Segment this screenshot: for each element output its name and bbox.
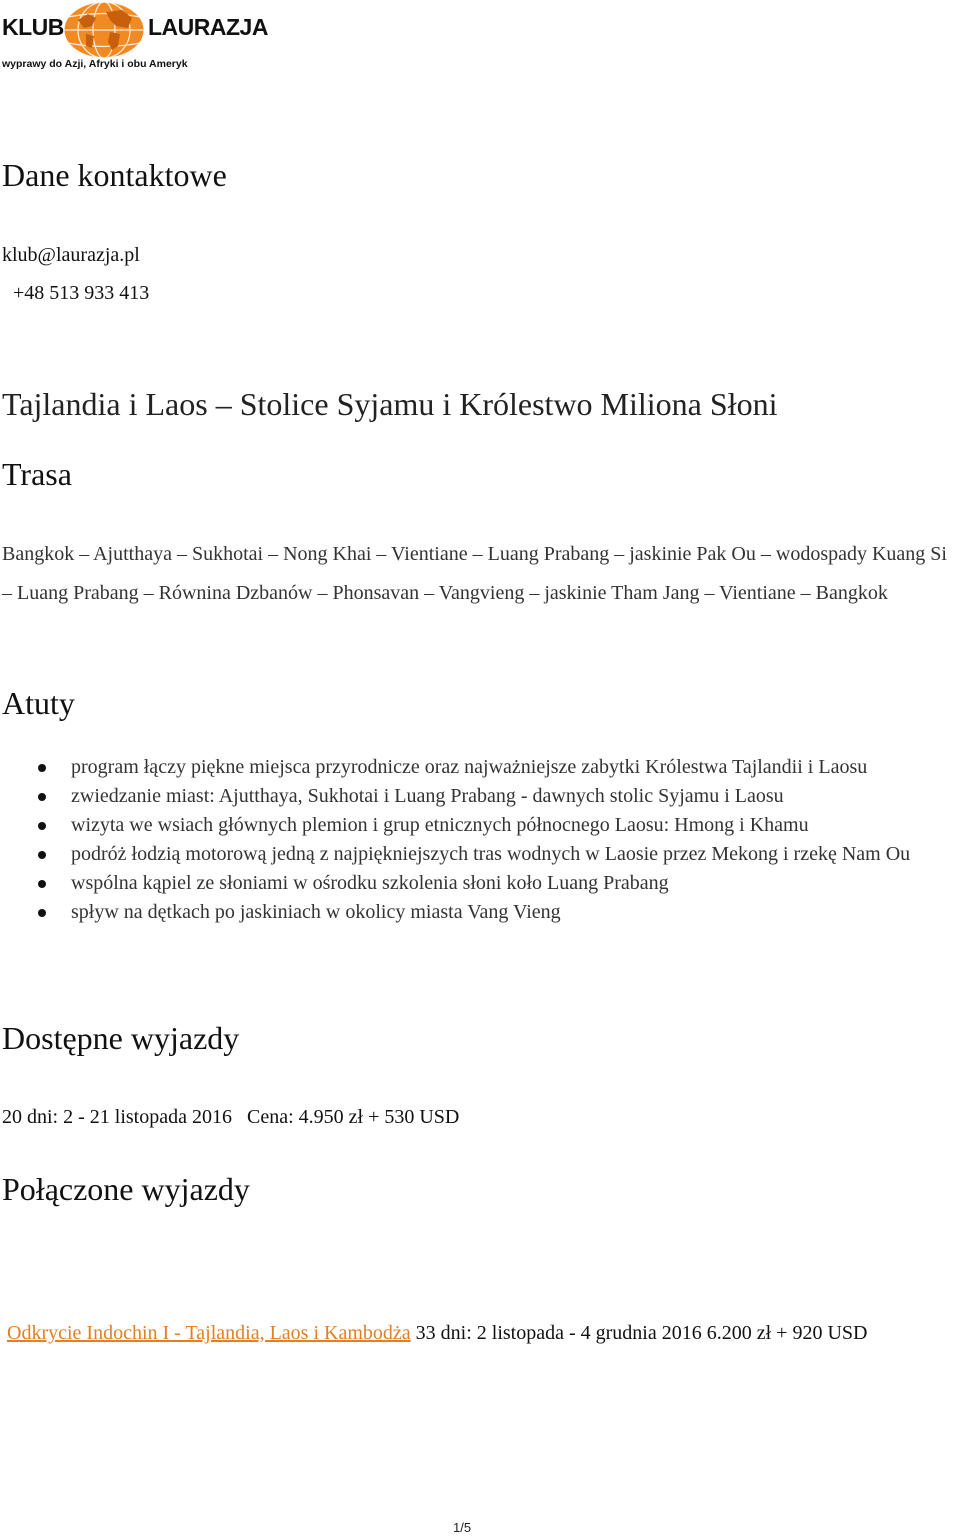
list-item <box>0 898 960 927</box>
route-heading: Trasa <box>2 456 72 492</box>
contact-heading: Dane kontaktowe <box>2 157 227 193</box>
list-item <box>0 753 960 782</box>
list-item <box>0 869 960 898</box>
contact-email[interactable]: klub@laurazja.pl <box>2 244 140 266</box>
combined-trip <box>2 1314 958 1353</box>
trip-date: 20 dni: 2 - 21 listopada 2016 <box>2 1106 232 1128</box>
globe-logo-icon <box>58 0 150 60</box>
logo-tagline: wyprawy do Azji, Afryki i obu Ameryk <box>2 58 188 70</box>
list-item-text: program łączy piękne miejsca przyrodnicze oraz najważniejsze zabytki Królestwa Tajlandii i Laosu <box>71 756 868 778</box>
combined-trip-link[interactable]: Odkrycie Indochin I - Tajlandia, Laos i Kambodża <box>7 1322 411 1344</box>
list-item <box>0 811 960 840</box>
bullet-icon <box>38 851 46 859</box>
bullet-icon <box>38 909 46 917</box>
list-item-text: wspólna kąpiel ze słoniami w ośrodku szkolenia słoni koło Luang Prabang <box>71 872 669 894</box>
combined-heading: Połączone wyjazdy <box>2 1171 250 1207</box>
bullet-icon <box>38 793 46 801</box>
trip-price: Cena: 4.950 zł + 530 USD <box>246 1106 460 1128</box>
bullet-icon <box>38 880 46 888</box>
page-title: Tajlandia i Laos – Stolice Syjamu i Królestwo Miliona Słoni <box>2 386 778 422</box>
bullet-icon <box>38 822 46 830</box>
list-item-text: spływ na dętkach po jaskiniach w okolicy miasta Vang Vieng <box>71 901 561 923</box>
highlights-heading: Atuty <box>2 685 75 721</box>
route-text: Bangkok – Ajutthaya – Sukhotai – Nong Khai – Vientiane – Luang Prabang – jaskinie Pak Ou – wodospady Kuang Si – Luang Prabang – Równina Dzbanów – Phonsavan – Vangvieng – jaskinie Tham Jang – Vientiane – Bangkok <box>2 543 947 604</box>
contact-phone[interactable]: +48 513 933 413 <box>13 282 150 304</box>
list-item-text: wizyta we wsiach głównych plemion i grup etnicznych północnego Laosu: Hmong i Khamu <box>71 814 809 836</box>
logo-word-right: LAURAZJA <box>148 14 268 40</box>
available-heading: Dostępne wyjazdy <box>2 1020 240 1056</box>
highlights-list <box>0 753 960 927</box>
available-trip <box>2 1097 459 1137</box>
logo-word-left: KLUB <box>2 14 64 40</box>
list-item <box>0 840 960 869</box>
bullet-icon <box>38 764 46 772</box>
combined-trip-details: 33 dni: 2 listopada - 4 grudnia 2016 6.200 zł + 920 USD <box>415 1322 868 1344</box>
list-item-text: podróż łodzią motorową jedną z najpiękniejszych tras wodnych w Laosie przez Mekong i rzekę Nam Ou <box>71 843 911 865</box>
logo <box>0 0 268 72</box>
list-item <box>0 782 960 811</box>
page-number: 1/5 <box>453 1520 472 1535</box>
list-item-text: zwiedzanie miast: Ajutthaya, Sukhotai i Luang Prabang - dawnych stolic Syjamu i Laosu <box>71 785 784 807</box>
